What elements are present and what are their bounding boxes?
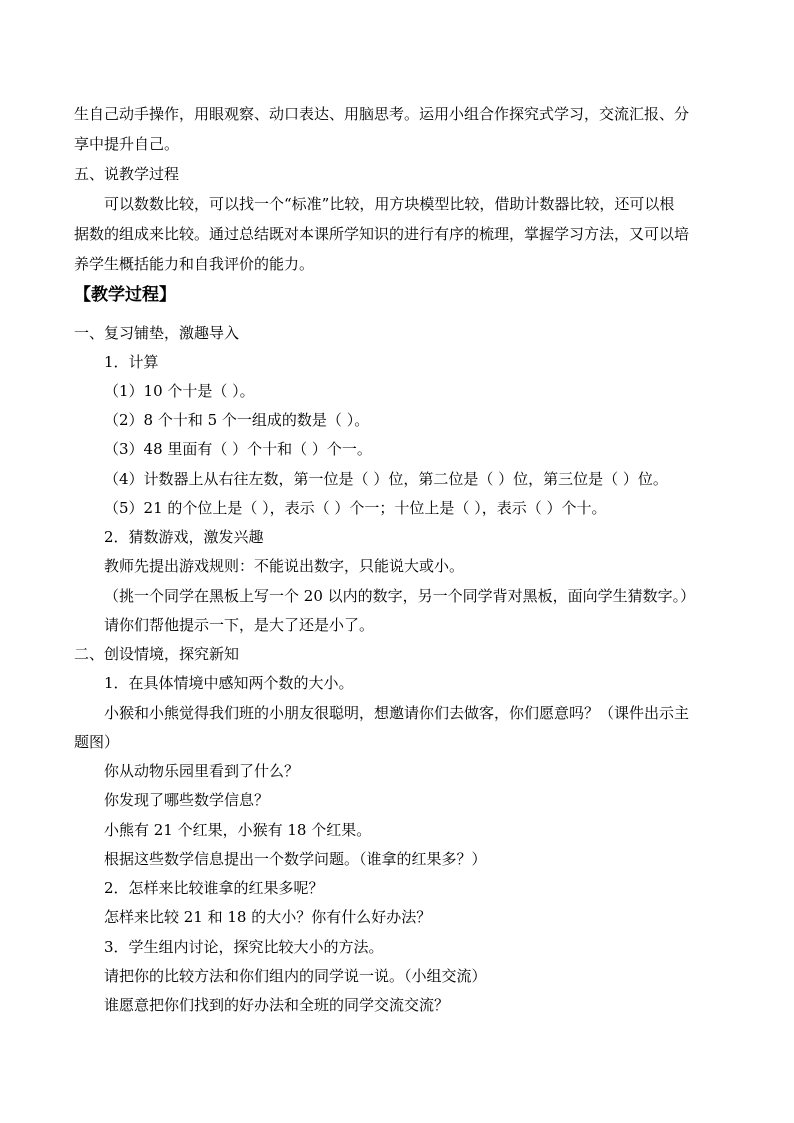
- question-2: （2）8 个十和 5 个一组成的数是（ ）。: [104, 411, 370, 429]
- section-5-paragraph-line-3: 养学生概括能力和自我评价的能力。: [74, 255, 315, 273]
- question-5: （5）21 的个位上是（ ），表示（ ）个一；十位上是（ ），表示（ ）个十。: [104, 499, 607, 517]
- game-line-1: 教师先提出游戏规则：不能说出数字，只能说大或小。: [104, 557, 465, 575]
- part-2-title: 二、创设情境，探究新知: [74, 645, 240, 663]
- intro-line-2: 享中提升自己。: [74, 135, 180, 153]
- intro-line-1: 生自己动手操作，用眼观察、动口表达、用脑思考。运用小组合作探究式学习，交流汇报、分: [74, 105, 690, 123]
- scene-line-2: 你从动物乐园里看到了什么？: [104, 762, 300, 780]
- question-4: （4）计数器上从右往左数，第一位是（ ）位，第二位是（ ）位，第三位是（ ）位。: [104, 470, 668, 488]
- part-1-item-2: 2．猜数游戏，激发兴趣: [104, 528, 264, 546]
- section-5-paragraph-line-1: 可以数数比较，可以找一个“标准”比较，用方块模型比较，借助计数器比较，还可以根: [104, 195, 675, 213]
- part-1-title: 一、复习铺垫，激趣导入: [74, 324, 240, 342]
- question-3: （3）48 里面有（ ）个十和（ ）个一。: [104, 440, 372, 458]
- part-2-item-3: 3．学生组内讨论，探究比较大小的方法。: [104, 938, 384, 956]
- teaching-process-heading: 【教学过程】: [74, 285, 176, 305]
- scene-line-1: 小猴和小熊觉得我们班的小朋友很聪明，想邀请你们去做客，你们愿意吗？（课件出示主: [104, 704, 690, 722]
- part-1-item-1: 1．计算: [104, 353, 159, 371]
- discussion-line-1: 请把你的比较方法和你们组内的同学说一说。（小组交流）: [104, 967, 487, 985]
- compare-line: 怎样来比较 21 和 18 的大小？你有什么好办法？: [104, 908, 432, 926]
- scene-line-3: 你发现了哪些数学信息？: [104, 791, 270, 809]
- game-line-3: 请你们帮他提示一下，是大了还是小了。: [104, 616, 375, 634]
- scene-line-1-continued: 题图）: [74, 733, 120, 751]
- section-5-paragraph-line-2: 据数的组成来比较。通过总结既对本课所学知识的进行有序的梳理，掌握学习方法，又可以培: [74, 225, 690, 243]
- part-2-item-1: 1．在具体情境中感知两个数的大小。: [104, 674, 354, 692]
- discussion-line-2: 谁愿意把你们找到的好办法和全班的同学交流交流？: [104, 996, 450, 1014]
- section-5-title: 五、说教学过程: [74, 165, 180, 183]
- question-1: （1）10 个十是（ ）。: [104, 382, 255, 400]
- scene-line-5: 根据这些数学信息提出一个数学问题。（谁拿的红果多？）: [104, 850, 487, 868]
- game-line-2: （挑一个同学在黑板上写一个 20 以内的数字，另一个同学背对黑板，面向学生猜数字。）: [104, 587, 696, 605]
- scene-line-4: 小熊有 21 个红果，小猴有 18 个红果。: [104, 821, 372, 839]
- part-2-item-2: 2．怎样来比较谁拿的红果多呢？: [104, 879, 324, 897]
